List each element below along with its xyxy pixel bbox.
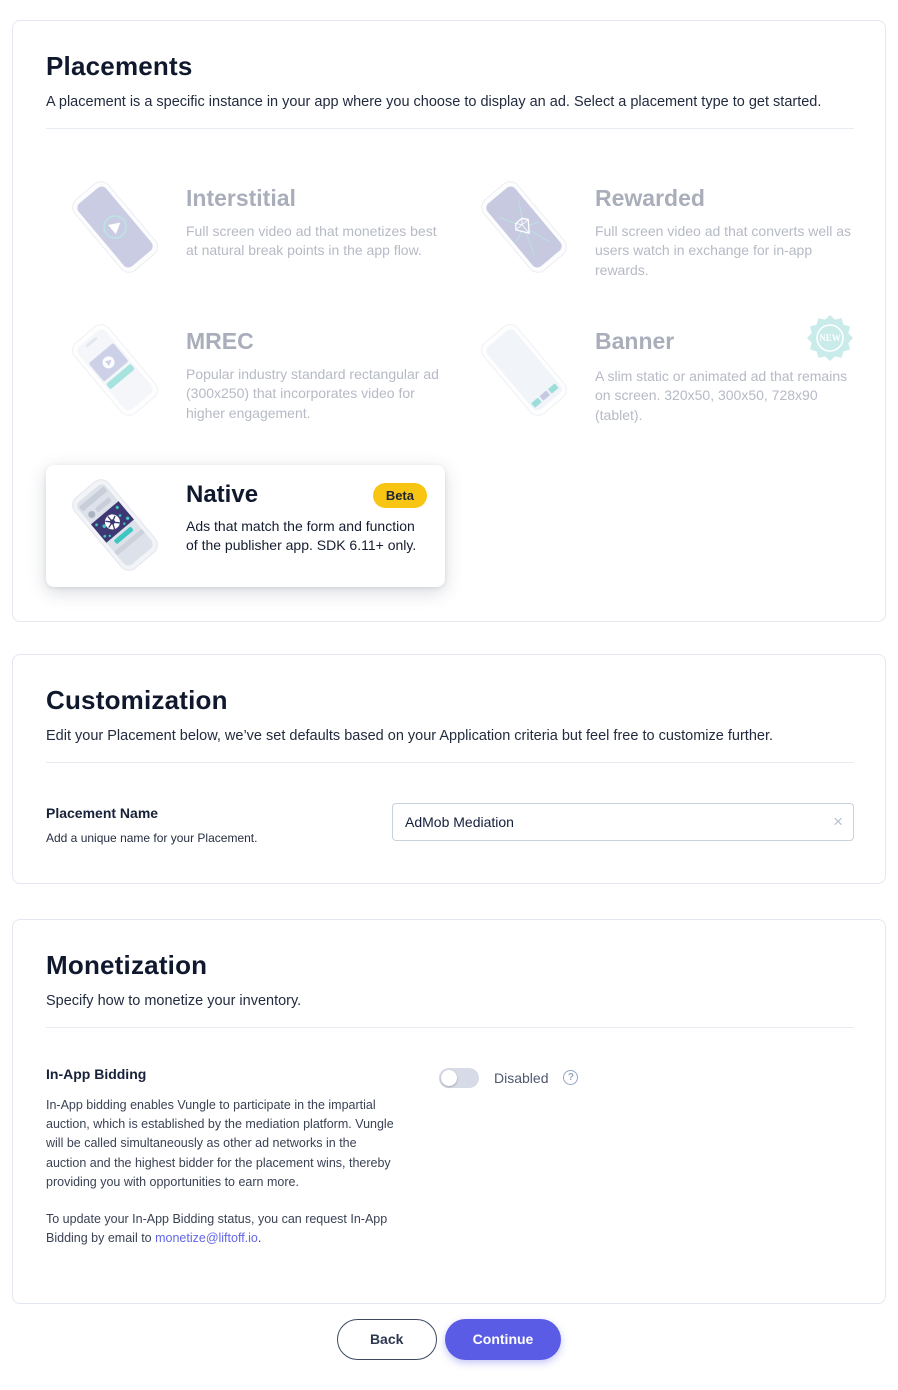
placement-option-interstitial[interactable]: [46, 177, 445, 280]
placements-title: Placements: [46, 51, 193, 81]
option-title: Native: [186, 480, 259, 508]
customization-card: [12, 654, 886, 884]
banner-phone-icon: [469, 320, 579, 420]
interstitial-phone-icon: [60, 177, 170, 277]
option-description: A slim static or animated ad that remains on screen. 320x50, 300x50, 728x90 (tablet).: [595, 367, 848, 423]
monetization-title: Monetization: [46, 949, 208, 980]
placement-type-grid: [46, 177, 854, 587]
option-description: Ads that match the form and function of the publisher app. SDK 6.11+ only.: [186, 517, 417, 554]
footer-actions: [0, 1319, 898, 1360]
help-icon[interactable]: ?: [563, 1070, 578, 1085]
rewarded-phone-icon: [469, 177, 579, 277]
placement-option-banner[interactable]: [455, 320, 854, 425]
option-title: Rewarded: [595, 185, 705, 211]
continue-button[interactable]: Continue: [445, 1319, 562, 1360]
placement-name-label: Placement Name: [46, 804, 159, 821]
beta-badge: Beta: [373, 483, 427, 508]
placement-name-input[interactable]: [392, 803, 854, 841]
divider: [46, 128, 854, 129]
placement-name-helper: Add a unique name for your Placement.: [46, 830, 258, 845]
in-app-bidding-description: In-App bidding enables Vungle to participate in the impartial auction, which is established by the mediation platform. Vungle will be called simultaneously as other ad networks in the auction and the highest bidder for the placement wins, thereby providing you with opportunities to earn more.: [46, 1097, 394, 1189]
in-app-bidding-toggle[interactable]: [439, 1068, 479, 1088]
customization-subtitle: Edit your Placement below, we’ve set defaults based on your Application criteria but feel free to customize further.: [46, 727, 774, 744]
placement-option-native[interactable]: [46, 465, 445, 587]
option-title: MREC: [186, 327, 254, 354]
placement-name-row: [46, 803, 854, 845]
placements-card: [12, 20, 886, 622]
option-description: Popular industry standard rectangular ad (300x250) that incorporates video for higher engagement.: [186, 365, 439, 421]
in-app-bidding-note: To update your In-App Bidding status, you can request In-App Bidding by email to monetize@liftoff.io.: [46, 1212, 388, 1246]
option-description: Full screen video ad that monetizes best at natural break points in the app flow.: [186, 223, 437, 259]
placement-option-mrec[interactable]: [46, 320, 445, 425]
toggle-knob: [441, 1070, 457, 1086]
placement-option-rewarded[interactable]: [455, 177, 854, 280]
svg-text:NEW: NEW: [819, 332, 841, 343]
native-phone-icon: [60, 475, 170, 575]
option-title: Interstitial: [186, 185, 296, 211]
divider: [46, 1027, 854, 1028]
customization-title: Customization: [46, 684, 228, 715]
new-badge-icon: [806, 314, 854, 367]
option-title: Banner: [595, 327, 675, 354]
option-description: Full screen video ad that converts well as users watch in exchange for in-app rewards.: [595, 223, 852, 278]
monetization-card: [12, 919, 886, 1304]
back-button[interactable]: Back: [337, 1319, 437, 1360]
in-app-bidding-row: [46, 1066, 854, 1249]
placements-subtitle: A placement is a specific instance in your app where you choose to display an ad. Select a placement type to get started.: [46, 94, 822, 110]
in-app-bidding-label: In-App Bidding: [46, 1065, 147, 1082]
divider: [46, 762, 854, 763]
monetize-email-link[interactable]: monetize@liftoff.io: [155, 1231, 258, 1246]
in-app-bidding-status: Disabled: [494, 1069, 549, 1086]
monetization-subtitle: Specify how to monetize your inventory.: [46, 992, 302, 1009]
mrec-phone-icon: [60, 320, 170, 420]
clear-input-icon[interactable]: ×: [833, 812, 843, 832]
